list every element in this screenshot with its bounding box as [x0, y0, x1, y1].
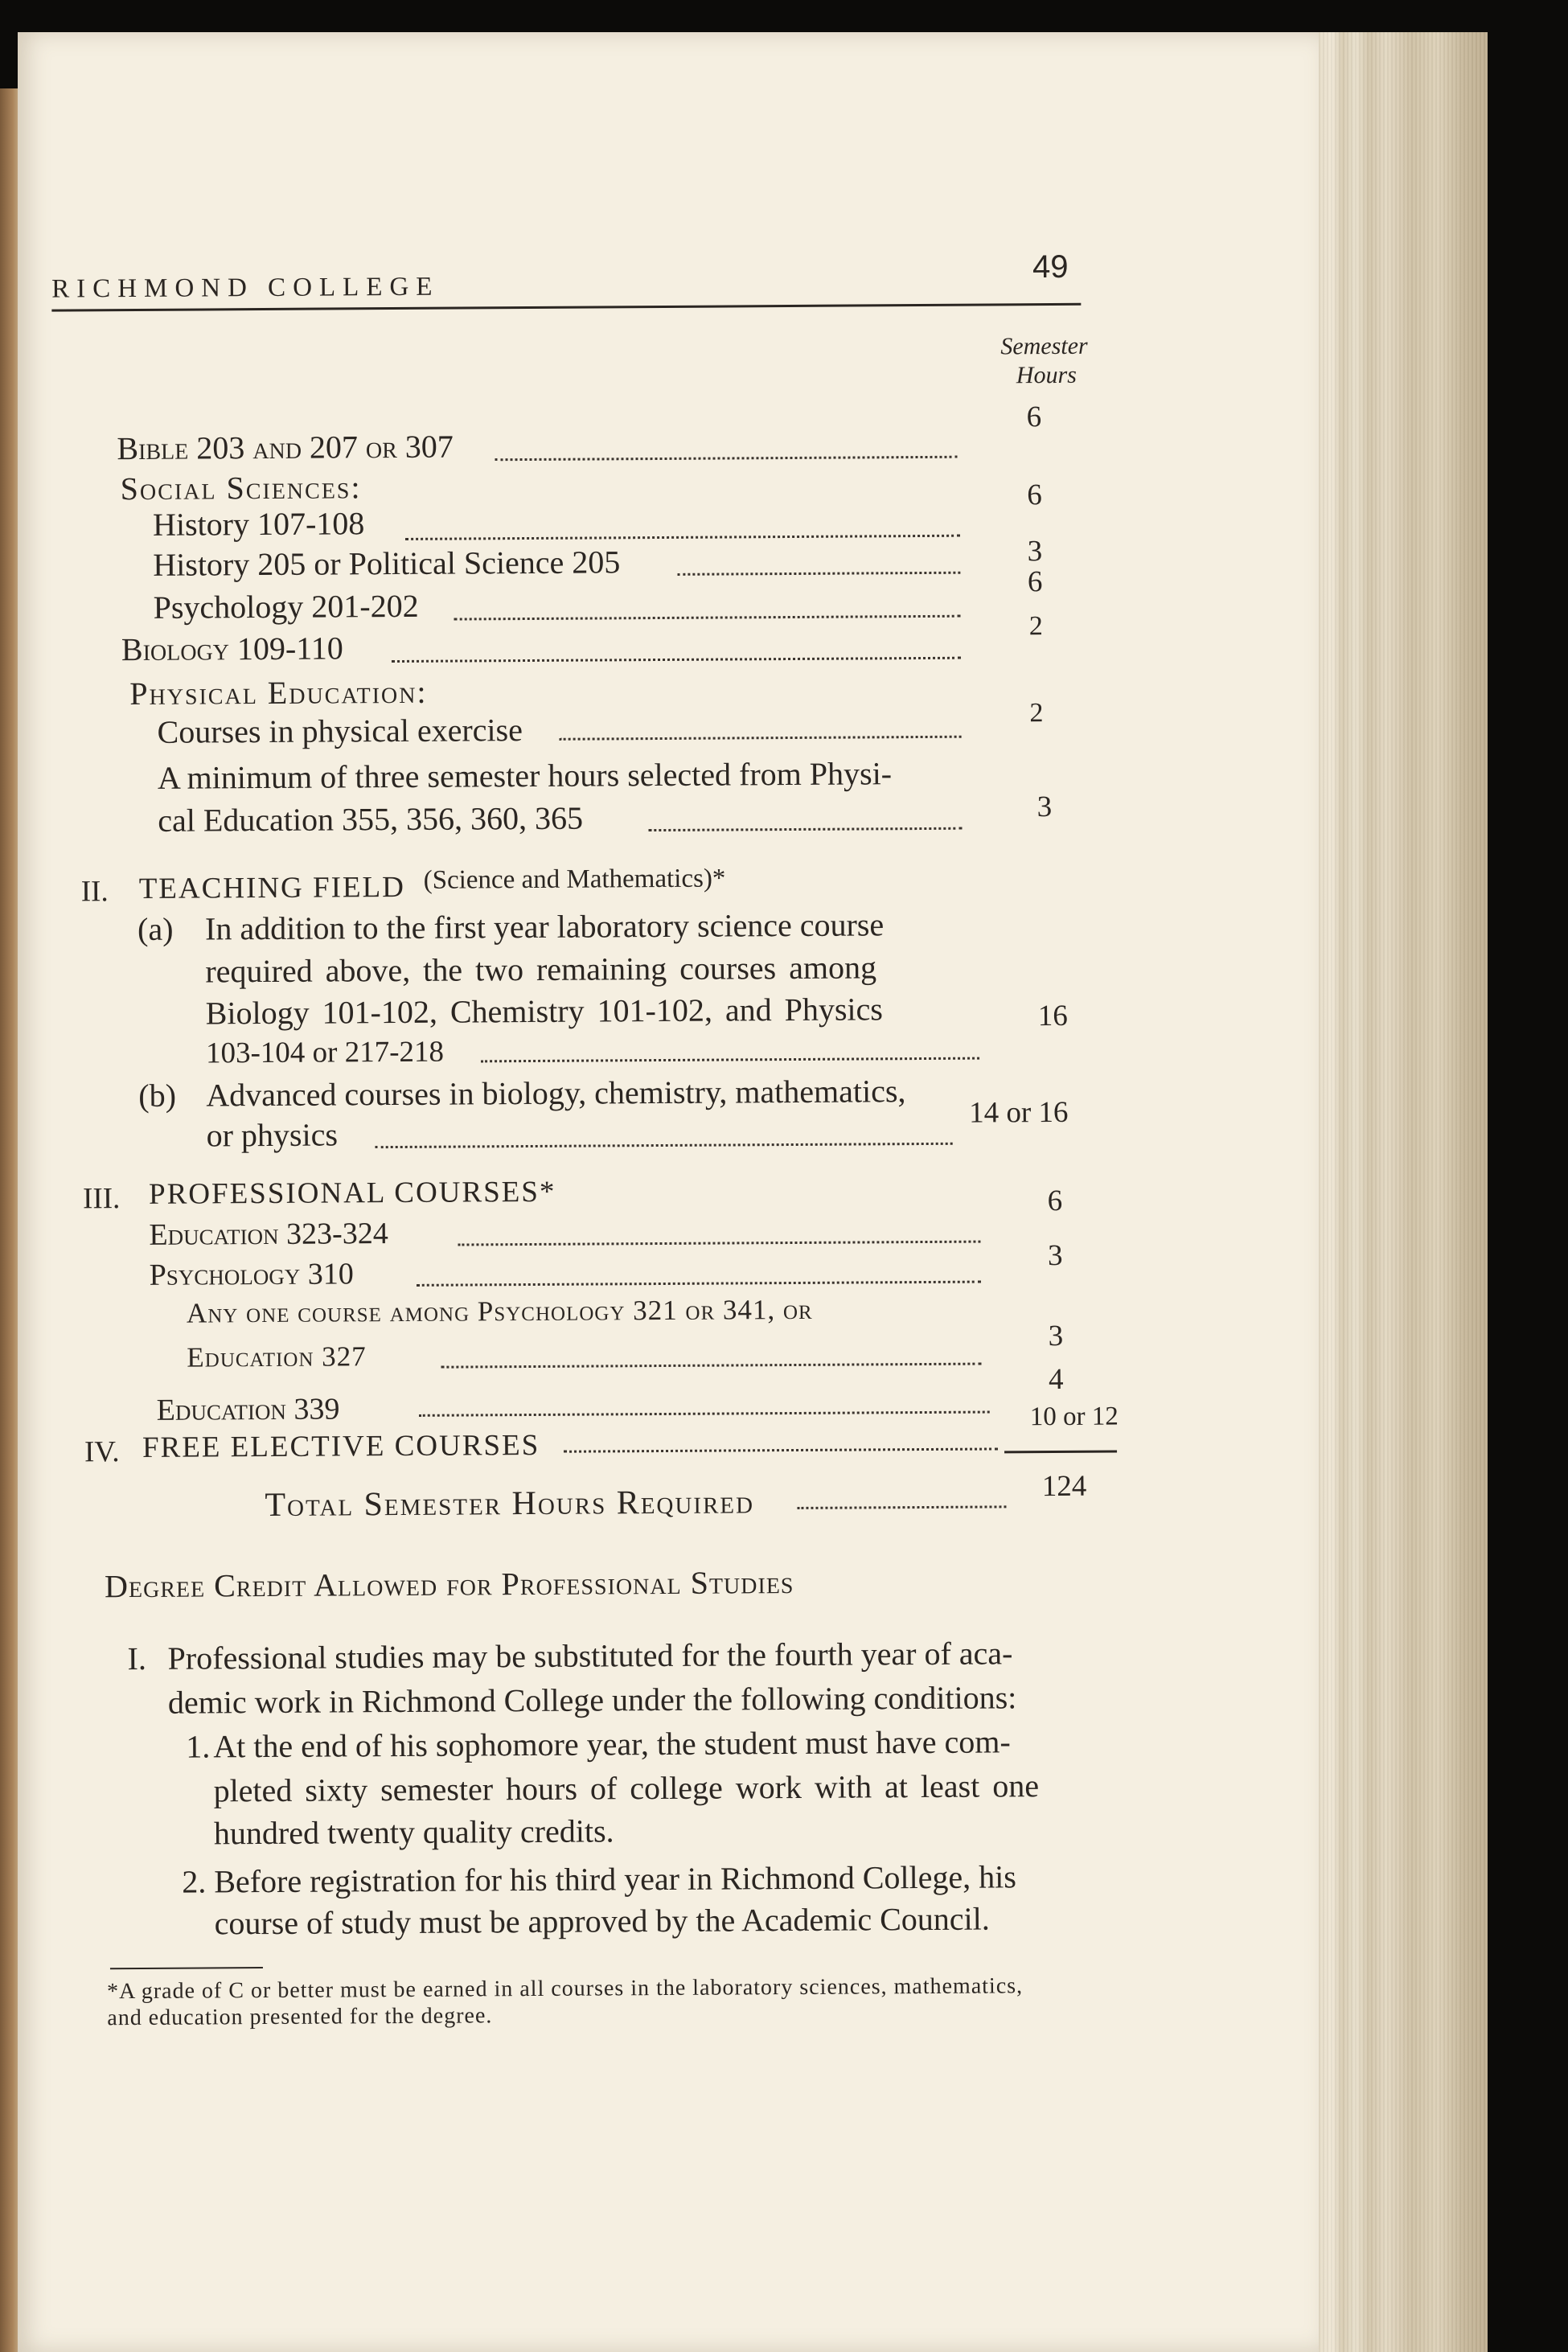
pe-minimum-leader [648, 827, 962, 831]
psy-310-leader [417, 1281, 981, 1287]
pe-minimum-line2: cal Education 355, 356, 360, 365 [158, 799, 584, 839]
footnote-line2: and education presented for the degree. [107, 2003, 493, 2031]
running-title: RICHMOND COLLEGE [51, 272, 440, 304]
cond2-line2: course of study must be approved by the Academic Council. [214, 1900, 990, 1942]
teaching-b-leader [376, 1143, 953, 1148]
cond2-line1: Before registration for his third year in Richmond College, his [214, 1858, 1016, 1900]
history-107-leader [405, 535, 960, 540]
biology-hours: 2 [1028, 611, 1043, 642]
physical-education-heading: Physical Education: [129, 673, 428, 712]
teaching-field-heading: TEACHING FIELD [138, 870, 406, 905]
biology-label: Biology 109-110 [121, 630, 343, 668]
bible-hours: 6 [1026, 400, 1042, 434]
teaching-a-hours: 16 [1037, 999, 1068, 1033]
teaching-field-qualifier: (Science and Mathematics)* [423, 864, 726, 895]
professional-numeral: III. [82, 1182, 121, 1216]
any-one-hours: 3 [1048, 1319, 1064, 1353]
teaching-b-hours: 14 or 16 [969, 1095, 1069, 1130]
ed-323-hours: 6 [1047, 1184, 1063, 1218]
psychology-leader [454, 615, 961, 621]
item1-line1: Professional studies may be substituted for the fourth year of aca- [167, 1635, 1013, 1677]
footnote-rule [110, 1967, 263, 1969]
item1-numeral: I. [127, 1640, 147, 1677]
free-elective-label: FREE ELECTIVE COURSES [142, 1428, 540, 1464]
biology-leader [392, 657, 961, 663]
ed-339-hours: 4 [1048, 1362, 1064, 1397]
cond1-line3: hundred twenty quality credits. [213, 1812, 614, 1852]
professional-heading: PROFESSIONAL COURSES* [148, 1175, 556, 1211]
any-one-leader [441, 1363, 981, 1369]
psy-310-label: Psychology 310 [149, 1257, 354, 1292]
free-elective-hours: 10 or 12 [1029, 1402, 1119, 1432]
bible-leader [495, 456, 957, 462]
psychology-label: Psychology 201-202 [153, 587, 419, 626]
free-elective-numeral: IV. [84, 1435, 120, 1469]
teaching-a-line2: required above, the two remaining courses among [205, 949, 877, 990]
cond1-line2: pleted sixty semester hours of college work with at least one [213, 1767, 1040, 1809]
total-label: Total Semester Hours Required [265, 1484, 755, 1525]
ed-323-label: Education 323-324 [149, 1217, 388, 1252]
cond1-line1: At the end of his sophomore year, the student must have com- [213, 1723, 1011, 1765]
teaching-b-line2: or physics [206, 1116, 339, 1154]
any-one-line1: Any one course among Psychology 321 or 341, or [186, 1293, 813, 1329]
history-205-hours: 3 [1027, 535, 1043, 569]
cond2-marker: 2. [182, 1863, 207, 1900]
psychology-hours: 6 [1027, 565, 1043, 599]
teaching-b-marker: (b) [138, 1077, 177, 1114]
degree-credit-heading: Degree Credit Allowed for Professional Studies [104, 1564, 794, 1605]
page-number: 49 [1032, 248, 1069, 285]
teaching-a-marker: (a) [137, 910, 174, 947]
total-leader [797, 1505, 1006, 1509]
teaching-b-line1: Advanced courses in biology, chemistry, mathematics, [206, 1073, 906, 1114]
history-205-leader [677, 572, 960, 576]
ed-323-leader [458, 1241, 980, 1246]
social-sciences-heading: Social Sciences: [120, 469, 362, 507]
teaching-a-line4: 103-104 or 217-218 [205, 1035, 445, 1070]
teaching-a-leader [481, 1057, 979, 1063]
column-head-semester: Semester [1000, 332, 1088, 360]
exercise-hours: 2 [1029, 698, 1044, 729]
pe-minimum-line1: A minimum of three semester hours selected from Physi- [157, 755, 893, 796]
ed-339-leader [419, 1411, 990, 1417]
teaching-field-numeral: II. [80, 875, 109, 909]
exercise-leader [560, 736, 962, 741]
total-hours: 124 [1041, 1469, 1087, 1504]
exercise-label: Courses in physical exercise [157, 712, 523, 750]
item1-line2: demic work in Richmond College under the following conditions: [167, 1679, 1017, 1721]
header-rule [51, 303, 1081, 312]
pe-minimum-hours: 3 [1036, 790, 1053, 824]
teaching-a-line3: Biology 101-102, Chemistry 101-102, and Physics [205, 991, 884, 1032]
teaching-a-line1: In addition to the first year laboratory science course [204, 906, 885, 947]
ed-339-label: Education 339 [156, 1392, 340, 1427]
bible-label: Bible 203 and 207 or 307 [117, 428, 454, 467]
cond1-marker: 1. [186, 1728, 211, 1765]
history-107-label: History 107-108 [152, 505, 365, 543]
free-elective-leader [564, 1447, 998, 1452]
history-205-label: History 205 or Political Science 205 [153, 544, 621, 583]
any-one-line2: Education 327 [187, 1340, 367, 1373]
history-107-hours: 6 [1027, 478, 1042, 512]
footnote-line1: *A grade of C or better must be earned in all courses in the laboratory sciences, mathematics, [107, 1973, 1024, 2005]
psy-310-hours: 3 [1047, 1238, 1063, 1273]
total-rule [1004, 1451, 1117, 1454]
column-head-hours: Hours [1016, 361, 1077, 389]
